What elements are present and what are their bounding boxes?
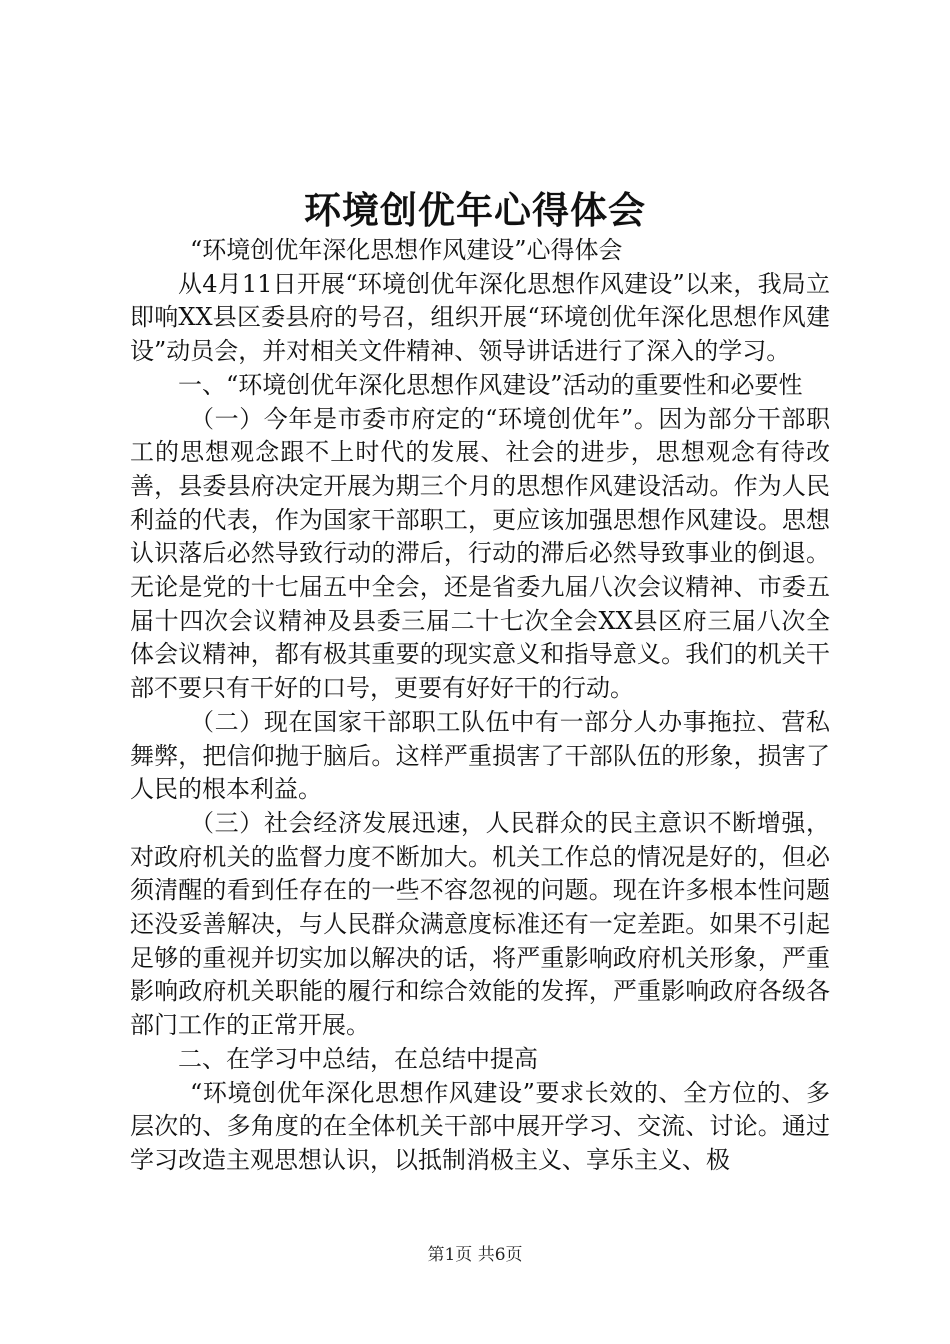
section-heading-1: 一、“环境创优年深化思想作风建设”活动的重要性和必要性	[178, 370, 803, 399]
document-title: 环境创优年心得体会	[304, 188, 646, 232]
section-2-paragraph: “环境创优年深化思想作风建设”要求长效的、全方位的、多层次的、多角度的在全体机关干部中展开学习、交流、讨论。通过学习改造主观思想认识，以抵制消极主义、享乐主义、极	[130, 1078, 830, 1174]
intro-paragraph: 从4月11日开展“环境创优年深化思想作风建设”以来，我局立即响XX县区委县府的号召，组织开展“环境创优年深化思想作风建设”动员会，并对相关文件精神、领导讲话进行了深入的学习。	[130, 269, 830, 366]
point-1-paragraph: （一）今年是市委市府定的“环境创优年”。因为部分干部职工的思想观念跟不上时代的发展、社会的进步，思想观念有待改善，县委县府决定开展为期三个月的思想作风建设活动。作为人民利益的代表，作为国家干部职工，更应该加强思想作风建设。思想认识落后必然导致行动的滞后，行动的滞后必然导致事业的倒退。无论是党的十七届五中全会，还是省委九届八次会议精神、市委五届十四次会议精神及县委三届二十七次全会XX县区府三届八次全体会议精神，都有极其重要的现实意义和指导意义。我们的机关干部不要只有干好的口号，更要有好好干的行动。	[130, 404, 830, 703]
subtitle-paragraph: “环境创优年深化思想作风建设”心得体会	[190, 236, 623, 264]
page-number-footer: 第1页 共6页	[427, 1245, 523, 1265]
point-2-paragraph: （二）现在国家干部职工队伍中有一部分人办事拖拉、营私舞弊，把信仰抛于脑后。这样严重损害了干部队伍的形象，损害了人民的根本利益。	[130, 707, 830, 804]
document-body	[130, 234, 830, 1178]
section-heading-2: 二、在学习中总结，在总结中提高	[178, 1044, 538, 1073]
point-3-paragraph: （三）社会经济发展迅速，人民群众的民主意识不断增强，对政府机关的监督力度不断加大。机关工作总的情况是好的，但必须清醒的看到任存在的一些不容忽视的问题。现在许多根本性问题还没妥善解决，与人民群众满意度标准还有一定差距。如果不引起足够的重视并切实加以解决的话，将严重影响政府机关形象，严重影响政府机关职能的履行和综合效能的发挥，严重影响政府各级各部门工作的正常开展。	[130, 808, 830, 1040]
